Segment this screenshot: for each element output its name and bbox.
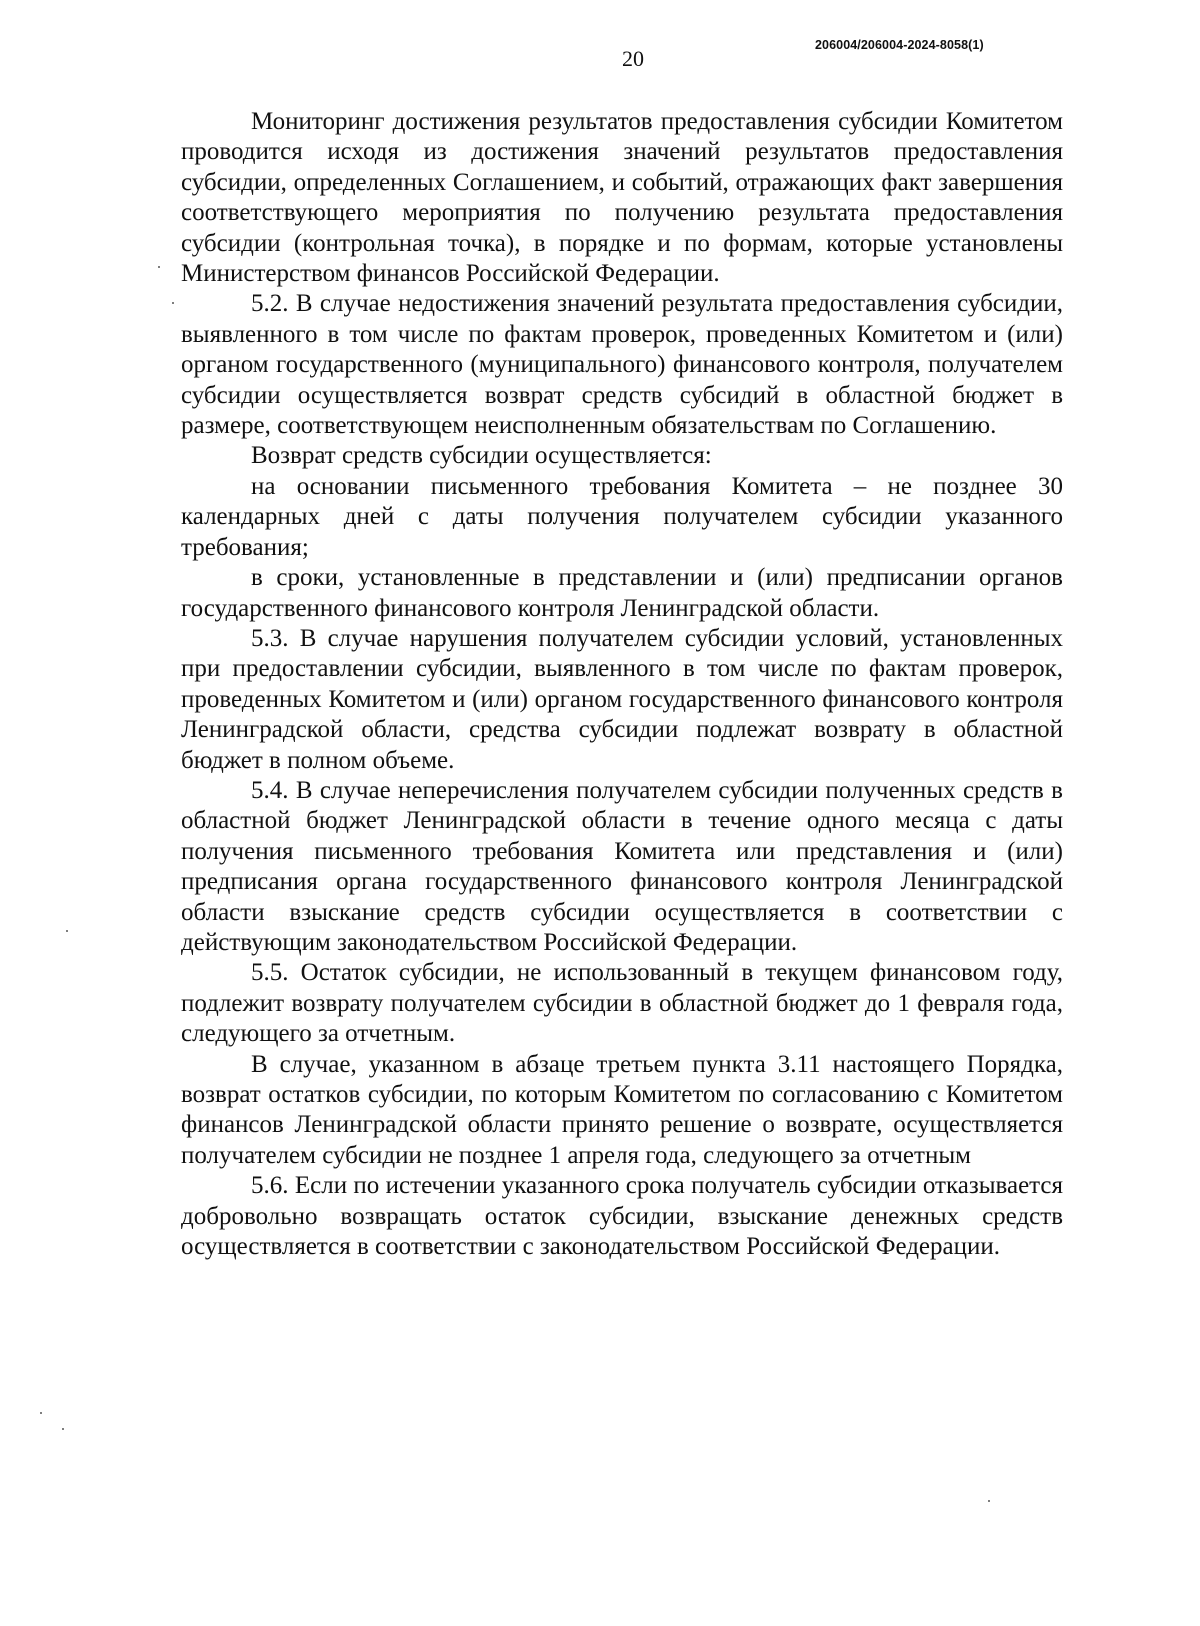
paragraph-5-6: 5.6. Если по истечении указанного срока получатель субсидии отказывается добровольно возвращать остаток субсидии, взыскание денежных средств осуществляется в соответствии с законодательством Российской Федерации.: [181, 1172, 1063, 1261]
paragraph-5-2: 5.2. В случае недостижения значений результата предоставления субсидии, выявленного в том числе по фактам проверок, проведенных Комитетом и (или) органом государственного (муниципального) финансового контроля, получателем субсидии осуществляется возврат средств субсидий в областной бюджет в размере, соответствующем неисполненным обязательствам по Соглашению.: [181, 290, 1063, 440]
paragraph-5-5: 5.5. Остаток субсидии, не использованный в текущем финансовом году, подлежит возврату получателем субсидии в областной бюджет до 1 февраля года, следующего за отчетным.: [181, 959, 1063, 1048]
scan-speck: [158, 266, 160, 268]
paragraph-5-4: 5.4. В случае неперечисления получателем субсидии полученных средств в областной бюджет Ленинградской области в течение одного месяца с даты получения письменного требования Комитета или представления и (или) предписания органа государственного финансового контроля Ленинградской области взыскание средств субсидии осуществляется в соответствии с действующим законодательством Российской Федерации.: [181, 776, 1063, 956]
scan-speck: [172, 302, 174, 304]
paragraph-5-3: 5.3. В случае нарушения получателем субсидии условий, установленных при предоставлении субсидии, выявленного в том числе по фактам проверок, проведенных Комитетом и (или) органом государственного финансового контроля Ленинградской области, средства субсидии подлежат возврату в областной бюджет в полном объеме.: [181, 624, 1063, 774]
paragraph-return-terms: в сроки, установленные в представлении и (или) предписании органов государственного финансового контроля Ленинградской области.: [181, 564, 1063, 622]
document-body: [181, 107, 1063, 1262]
page-number: 20: [622, 46, 644, 71]
scan-speck: [62, 1428, 64, 1430]
paragraph-residual-return: В случае, указанном в абзаце третьем пункта 3.11 настоящего Порядка, возврат остатков субсидии, по которым Комитетом по согласованию с Комитетом финансов Ленинградской области принято решение о возврате, осуществляется получателем субсидии не позднее 1 апреля года, следующего за отчетным: [181, 1050, 1063, 1169]
paragraph-monitoring: Мониторинг достижения результатов предоставления субсидии Комитетом проводится исходя из достижения значений результатов предоставления субсидии, определенных Соглашением, и событий, отражающих факт завершения соответствующего мероприятия по получению результата предоставления субсидии (контрольная точка), в порядке и по формам, которые установлены Министерством финансов Российской Федерации.: [181, 108, 1063, 288]
document-id: 206004/206004-2024-8058(1): [815, 38, 984, 52]
paragraph-return-intro: Возврат средств субсидии осуществляется:: [251, 442, 712, 470]
scan-speck: [988, 1500, 990, 1502]
paragraph-return-written-request: на основании письменного требования Комитета – не позднее 30 календарных дней с даты получения получателем субсидии указанного требования;: [181, 472, 1063, 561]
scan-speck: [40, 1412, 42, 1414]
scan-speck: [66, 930, 68, 932]
